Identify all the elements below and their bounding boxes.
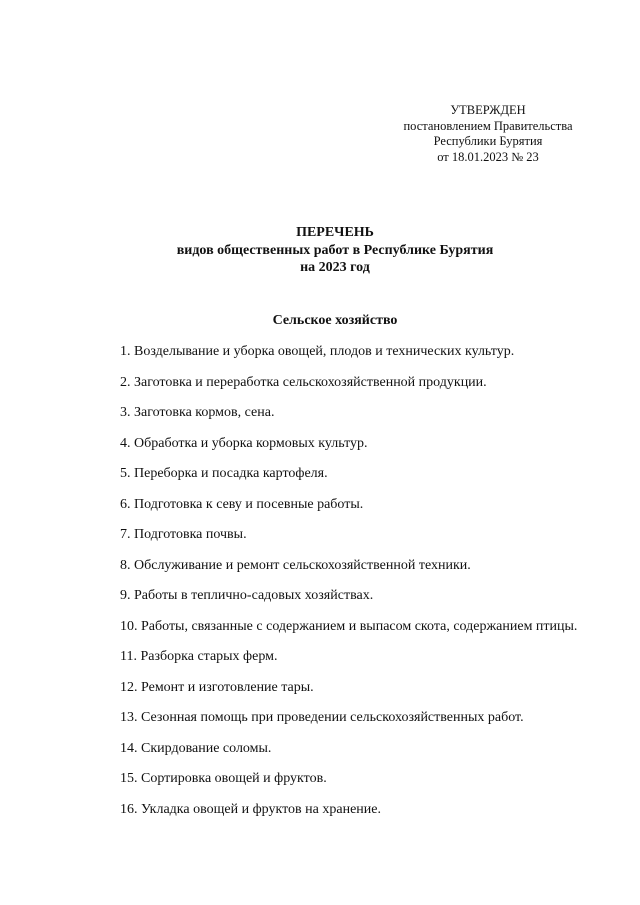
section-heading: Сельское хозяйство: [272, 313, 398, 328]
approval-issuer: постановлением Правительства: [403, 118, 573, 133]
list-item: 10. Работы, связанные с содержанием и выпасом скота, содержанием птицы.: [120, 618, 578, 634]
title-line-1: ПЕРЕЧЕНЬ: [296, 225, 374, 240]
list-item: 15. Сортировка овощей и фруктов.: [120, 771, 327, 786]
list-item: 9. Работы в теплично-садовых хозяйствах.: [120, 588, 374, 603]
list-item: 5. Переборка и посадка картофеля.: [120, 466, 328, 481]
list-item: 12. Ремонт и изготовление тары.: [120, 679, 314, 695]
document-title: [0, 224, 640, 277]
list-item: 4. Обработка и уборка кормовых культур.: [120, 435, 368, 451]
approval-stamp: [388, 103, 588, 165]
list-item: 3. Заготовка кормов, сена.: [120, 405, 275, 420]
list-item: 8. Обслуживание и ремонт сельскохозяйственной техники.: [120, 557, 471, 573]
title-line-2: видов общественных работ в Республике Бурятия: [176, 242, 494, 258]
title-line-3: на 2023 год: [300, 260, 370, 275]
list-item: 1. Возделывание и уборка овощей, плодов и технических культур.: [120, 344, 515, 359]
list-item: 16. Укладка овощей и фруктов на хранение.: [120, 801, 381, 817]
list-item: 11. Разборка старых ферм.: [120, 649, 278, 664]
list-item: 7. Подготовка почвы.: [120, 527, 247, 542]
list-item: 2. Заготовка и переработка сельскохозяйственной продукции.: [120, 374, 487, 390]
approval-authority: Республики Бурятия: [433, 134, 543, 148]
list-item: 13. Сезонная помощь при проведении сельскохозяйственных работ.: [120, 710, 524, 725]
approval-status: УТВЕРЖДЕН: [450, 103, 526, 117]
works-list: [92, 343, 578, 831]
list-item: 14. Скирдование соломы.: [120, 740, 272, 756]
approval-date-number: от 18.01.2023 № 23: [437, 149, 539, 164]
list-item: 6. Подготовка к севу и посевные работы.: [120, 496, 364, 512]
